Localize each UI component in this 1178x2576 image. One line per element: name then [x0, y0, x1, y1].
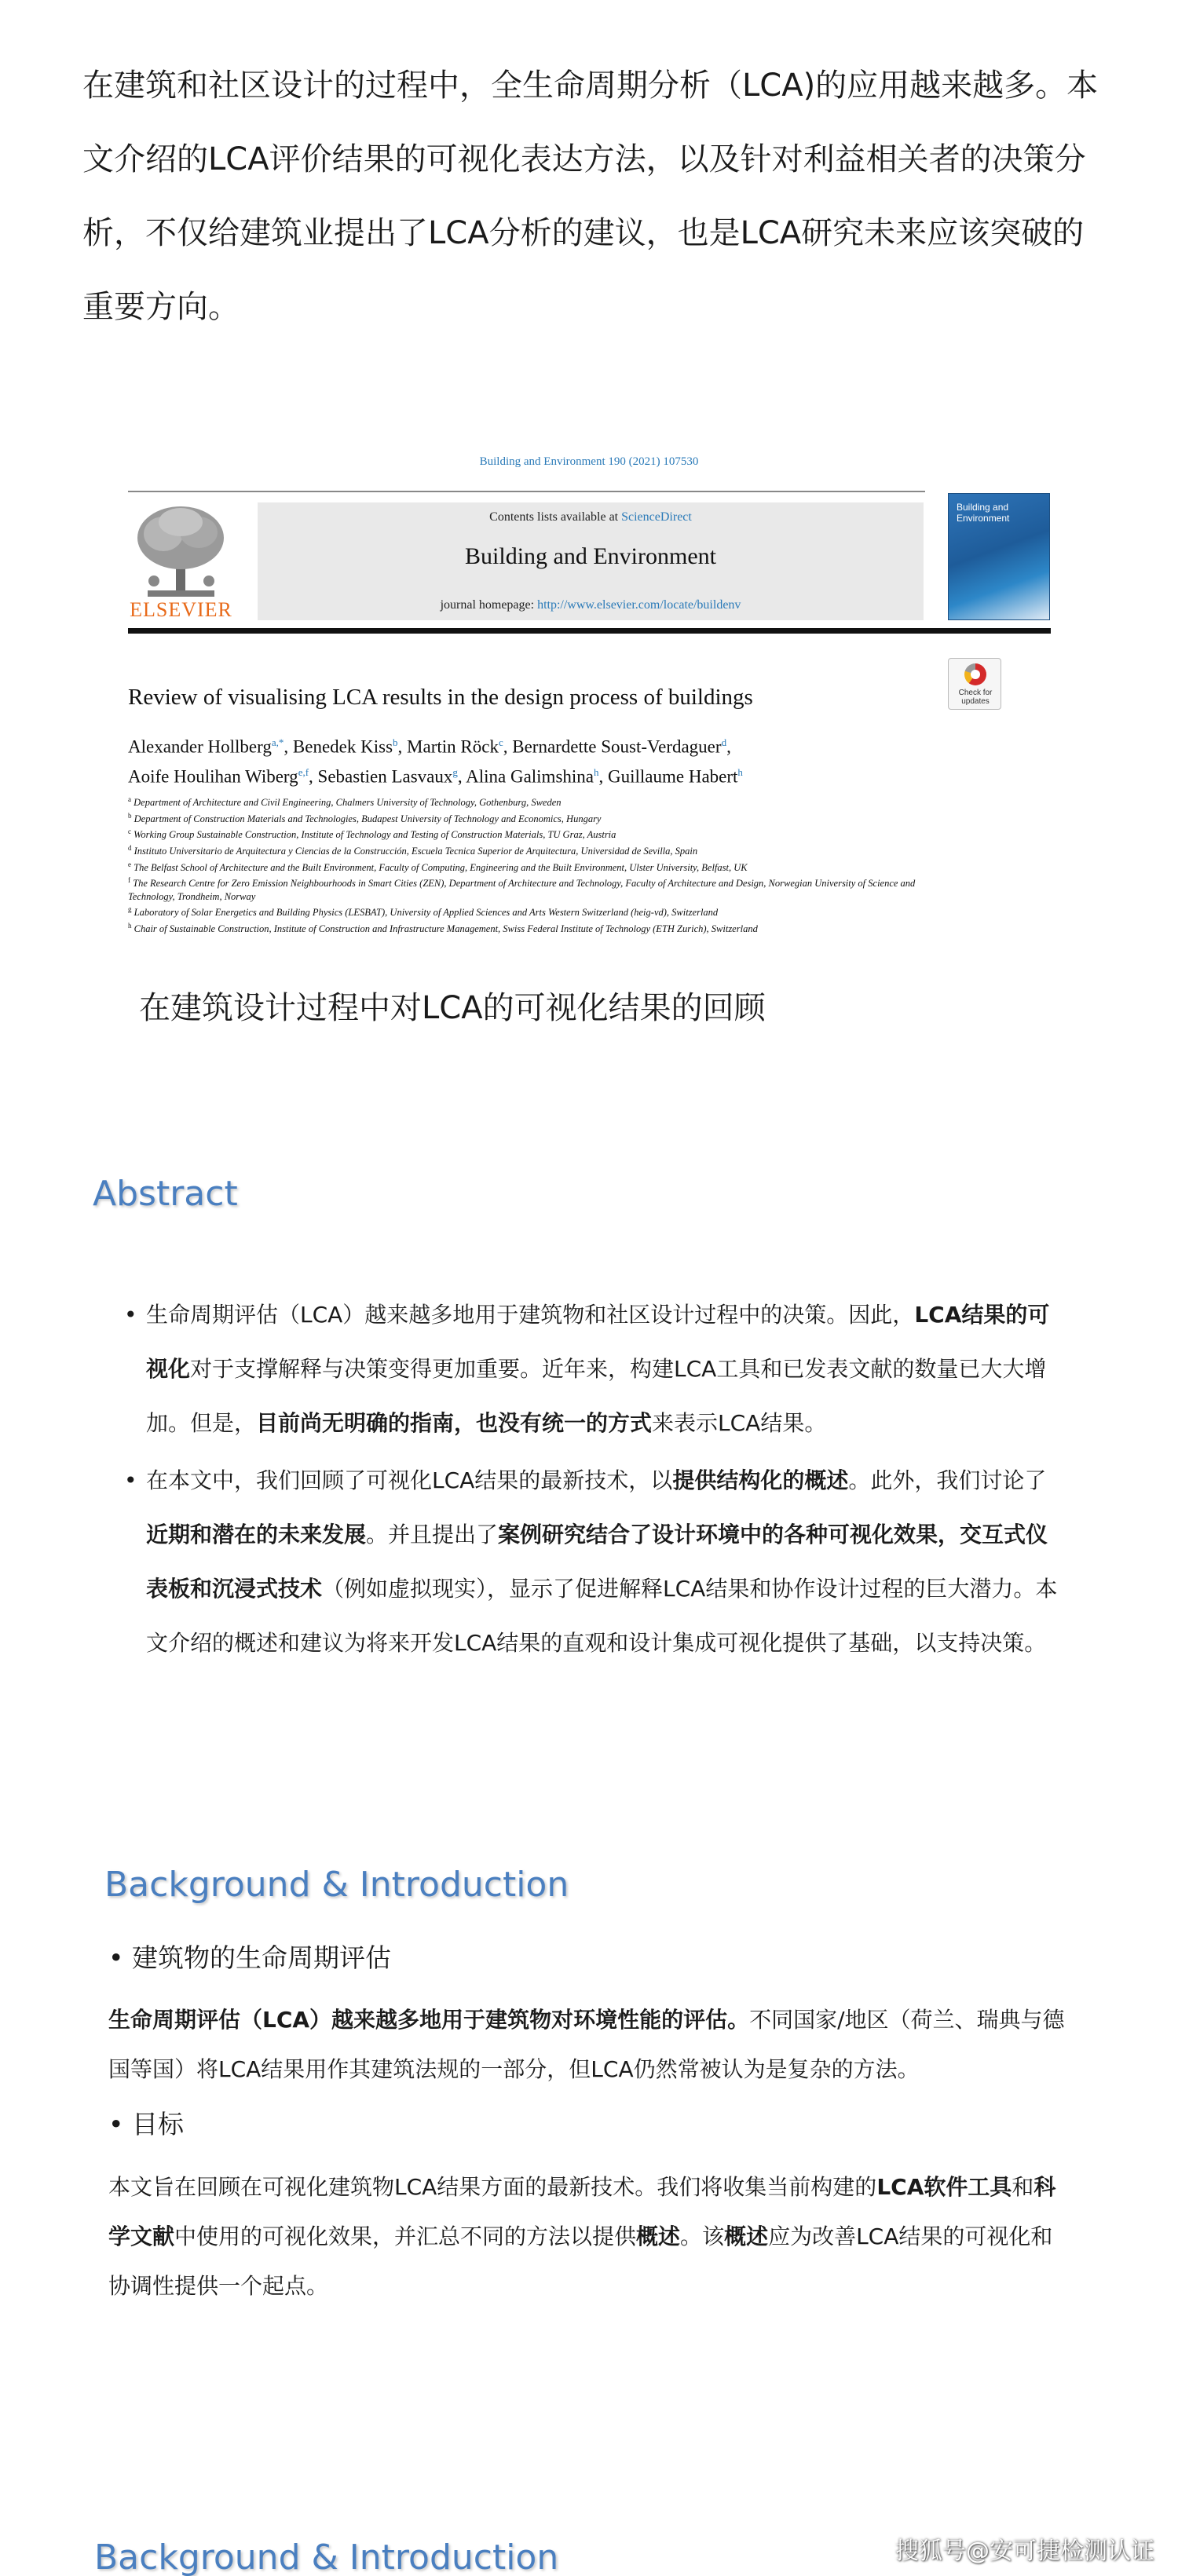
affiliation-item [128, 793, 945, 809]
journal-banner [258, 502, 924, 620]
check-for-updates-badge[interactable] [948, 658, 1001, 710]
body-text: 来表示LCA结果。 [652, 1410, 827, 1436]
author-name: Martin Röck [407, 736, 499, 757]
header-divider-top [128, 491, 925, 492]
author-affiliation-mark[interactable]: e,f [298, 765, 309, 778]
author-separator: , [598, 766, 608, 787]
homepage-link[interactable]: http://www.elsevier.com/locate/buildenv [537, 598, 741, 612]
emphasis-text: 生命周期评估（LCA）越来越多地用于建筑物对环境性能的评估。 [108, 2007, 750, 2033]
author-list [128, 730, 913, 789]
body-text: 。并且提出了 [366, 1522, 499, 1547]
author-name: Bernardette Soust-Verdaguer [512, 736, 722, 757]
paper-title: Review of visualising LCA results in the design process of buildings [128, 685, 753, 710]
emphasis-text: LCA结果的可视化 [146, 1302, 1050, 1382]
journal-cover-image [948, 493, 1050, 620]
author-affiliation-mark[interactable]: h [594, 765, 599, 778]
emphasis-text: 概述 [636, 2223, 681, 2249]
body-text: 中使用的可视化效果，并汇总不同的方法以提供 [174, 2223, 637, 2249]
emphasis-text: 案例研究结合了设计环境中的各种可视化效果，交互式仪表板和沉浸式技术 [146, 1522, 1048, 1602]
affiliation-text: The Belfast School of Architecture and the Built Environment, Faculty of Computing, Engineering and the Built Environment, Ulster University, Belfast, UK [131, 861, 748, 873]
intro-paragraph: 在建筑和社区设计的过程中，全生命周期分析（LCA)的应用越来越多。本文介绍的LCA评价结果的可视化表达方法，以及针对利益相关者的决策分析，不仅给建筑业提出了LCA分析的建议，也是LCA研究未来应该突破的重要方向。 [82, 68, 1099, 325]
affiliation-item [128, 842, 945, 858]
affiliation-item [128, 903, 945, 919]
background-heading: Background & Introduction [104, 1865, 569, 1905]
author-name: Alexander Hollberg [128, 736, 272, 757]
affiliation-mark: e [128, 860, 131, 868]
background-heading-2: Background & Introduction [94, 2538, 559, 2576]
body-text: 。此外，我们讨论了 [848, 1467, 1047, 1493]
background-paragraph-lca [108, 1995, 1066, 2094]
contents-line [258, 510, 924, 524]
abstract-item [124, 1453, 1059, 1670]
affiliation-mark: a [128, 795, 131, 803]
author-affiliation-mark[interactable]: c [498, 736, 503, 748]
author-separator: , [503, 736, 513, 757]
check-updates-icon [964, 663, 986, 685]
homepage-prefix: journal homepage: [440, 598, 538, 612]
affiliation-text: Chair of Sustainable Construction, Institute of Construction and Infrastructure Management, Swiss Federal Institute of Technology (ETH Zurich), Switzerland [131, 923, 758, 935]
author-separator: , [309, 766, 318, 787]
affiliation-mark: g [128, 905, 132, 914]
affiliation-item [128, 825, 945, 842]
author-name: Benedek Kiss [292, 736, 393, 757]
affiliation-text: Instituto Universitario de Arquitectura y Ciencias de la Construcción, Escuela Tecnica Superior de Arquitectura, Universidad de Sevilla, Spain [131, 846, 698, 857]
author-separator: , [457, 766, 466, 787]
affiliation-list [128, 793, 945, 936]
check-updates-label: Check for updates [958, 689, 993, 706]
affiliation-text: Working Group Sustainable Construction, Institute of Technology and Testing of Construction Materials, TU Graz, Austria [131, 829, 616, 841]
abstract-list [124, 1288, 1059, 1673]
body-text: 和 [1012, 2174, 1034, 2200]
background-subheading-goal: • 目标 [108, 2109, 184, 2139]
affiliation-item [128, 874, 945, 903]
body-text: 不同国家/地区（荷兰、瑞典与德国等国）将LCA结果用作其建筑法规的一部分，但LCA仍然常被认为是复杂的方法。 [108, 2007, 1065, 2082]
author-separator: , [397, 736, 408, 757]
body-text: 。该 [680, 2223, 725, 2249]
bullet-icon: • [124, 1467, 137, 1493]
author-separator: , [726, 736, 731, 757]
author-name: Guillaume Habert [608, 766, 738, 787]
body-text: 生命周期评估（LCA）越来越多地用于建筑物和社区设计过程中的决策。因此， [146, 1302, 915, 1328]
affiliation-text: Department of Construction Materials and Technologies, Budapest University of Technology and Economics, Hungary [131, 813, 602, 824]
affiliation-text: Department of Architecture and Civil Engineering, Chalmers University of Technology, Gothenburg, Sweden [131, 797, 562, 809]
homepage-line [258, 598, 924, 612]
publisher-name: ELSEVIER [130, 598, 232, 621]
elsevier-logo [128, 502, 234, 624]
emphasis-text: 提供结构化的概述 [672, 1467, 849, 1493]
background-paragraph-goal [108, 2162, 1066, 2311]
body-text: （例如虚拟现实），显示了促进解释LCA结果和协作设计过程的巨大潜力。本文介绍的概述和建议为将来开发LCA结果的直观和设计集成可视化提供了基础，以支持决策。 [146, 1576, 1058, 1656]
author-affiliation-mark[interactable]: b [393, 736, 398, 748]
body-text: 应为改善LCA结果的可视化和协调性提供一个起点。 [108, 2223, 1053, 2299]
abstract-item [124, 1288, 1059, 1450]
author-name: Alina Galimshina [466, 766, 594, 787]
affiliation-item [128, 809, 945, 826]
affiliation-mark: d [128, 843, 132, 852]
author-affiliation-mark[interactable]: a,* [271, 736, 284, 748]
background-subheading-lca: • 建筑物的生命周期评估 [108, 1942, 391, 1973]
elsevier-tree-icon [132, 502, 230, 601]
header-divider-bar [128, 628, 1051, 634]
affiliation-mark: f [128, 876, 130, 885]
journal-title: Building and Environment [465, 543, 716, 569]
body-text: 本文旨在回顾在可视化建筑物LCA结果方面的最新技术。我们将收集当前构建的 [108, 2174, 877, 2200]
emphasis-text: 目前尚无明确的指南，也没有统一的方式 [256, 1410, 653, 1436]
author-name: Sebastien Lasvaux [317, 766, 453, 787]
watermark: 搜狐号@安可捷检测认证 [895, 2538, 1154, 2565]
sciencedirect-link[interactable]: ScienceDirect [621, 510, 692, 524]
chinese-title: 在建筑设计过程中对LCA的可视化结果的回顾 [139, 990, 766, 1026]
author-separator: , [284, 736, 293, 757]
body-text: 对于支撑解释与决策变得更加重要。近年来，构建LCA工具和已发表文献的数量已大大增加。但是， [146, 1356, 1047, 1436]
affiliation-mark: c [128, 828, 131, 836]
emphasis-text: 科学文献 [108, 2174, 1056, 2249]
affiliation-text: The Research Centre for Zero Emission Neighbourhoods in Smart Cities (ZEN), Department of Architecture and Technology, Faculty of Architecture and Design, Norwegian University of Science and Technology, Trondheim, Norway [128, 878, 916, 902]
abstract-heading: Abstract [93, 1174, 238, 1214]
emphasis-text: 概述 [724, 2223, 769, 2249]
affiliation-mark: b [128, 811, 132, 820]
body-text: 在本文中，我们回顾了可视化LCA结果的最新技术，以 [146, 1467, 673, 1493]
affiliation-item [128, 919, 945, 936]
affiliation-mark: h [128, 922, 132, 930]
bullet-icon: • [124, 1302, 137, 1328]
author-affiliation-mark[interactable]: d [721, 736, 727, 748]
journal-reference[interactable]: Building and Environment 190 (2021) 107530 [479, 455, 699, 468]
author-name: Aoife Houlihan Wiberg [128, 766, 298, 787]
author-affiliation-mark[interactable]: h [737, 765, 743, 778]
author-affiliation-mark[interactable]: g [452, 765, 458, 778]
affiliation-text: Laboratory of Solar Energetics and Building Physics (LESBAT), University of Applied Sciences and Arts Western Switzerland (heig-vd), Switzerland [131, 907, 719, 919]
emphasis-text: 近期和潜在的未来发展 [146, 1522, 367, 1547]
emphasis-text: LCA软件工具 [876, 2174, 1012, 2200]
cover-title: Building and Environment [957, 502, 1010, 524]
affiliation-item [128, 858, 945, 875]
contents-prefix: Contents lists available at [489, 510, 622, 524]
